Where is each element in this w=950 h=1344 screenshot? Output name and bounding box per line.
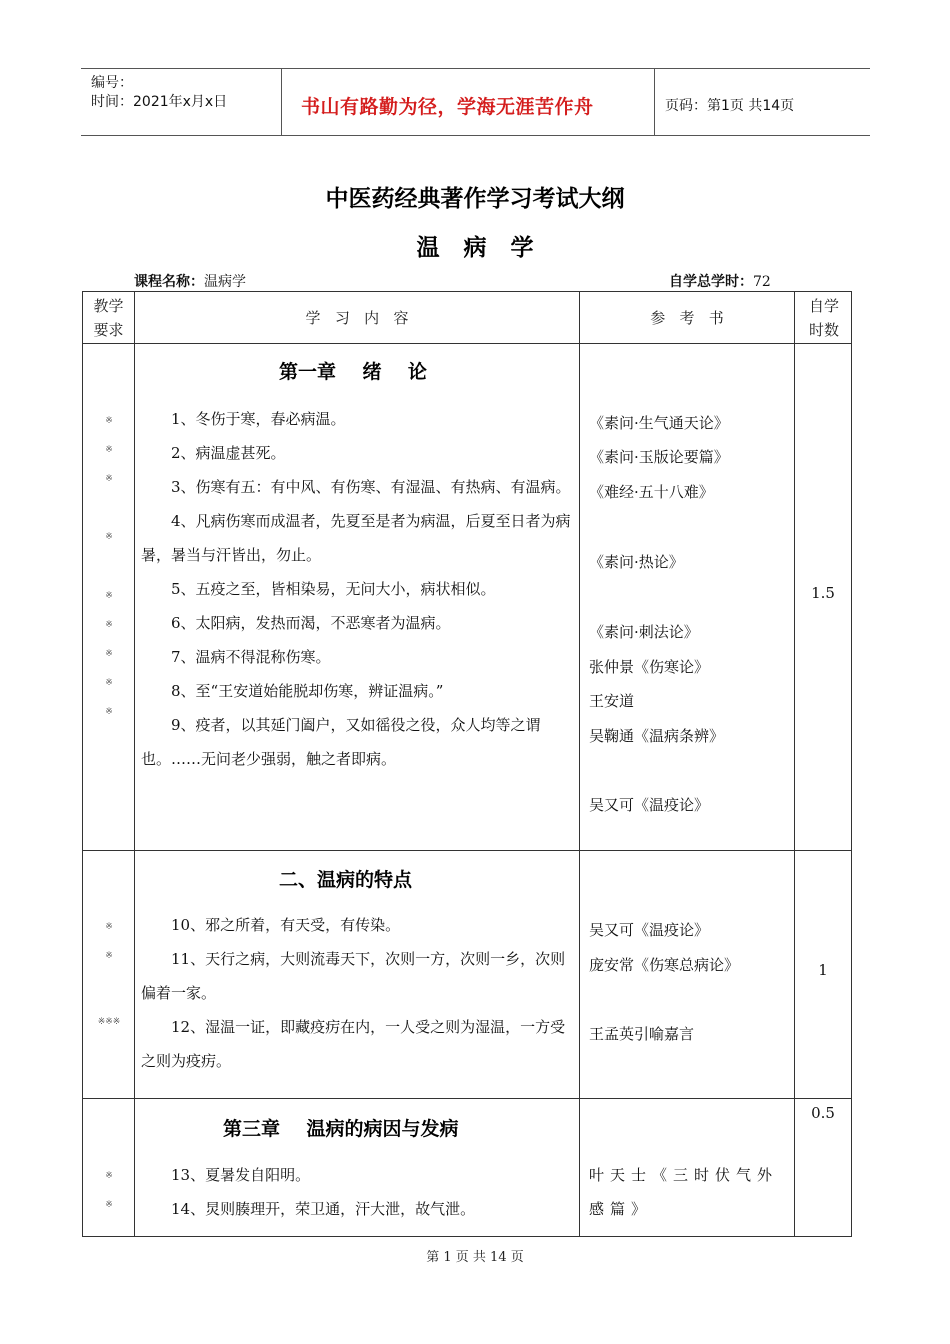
section-content [141, 1158, 571, 1226]
content-item: 5、五疫之至，皆相染易，无问大小，病状相似。 [171, 580, 496, 598]
page-title: 中医药经典著作学习考试大纲 [325, 186, 625, 212]
course-name [134, 271, 246, 291]
row-divider [83, 850, 851, 851]
col-divider [579, 292, 580, 1236]
syllabus-table [82, 291, 852, 1237]
requirement-mark: ※ [105, 532, 113, 542]
doc-time-label: 时间：2021年x月x日 [91, 94, 228, 110]
reference-item: 张仲景《伤寒论》 [589, 658, 710, 676]
reference-item: 吴又可《温疫论》 [589, 796, 710, 814]
reference-item: 王孟英引喻嘉言 [589, 1025, 695, 1043]
section-hours: 1 [818, 961, 828, 979]
requirement-mark: ※ [105, 951, 113, 961]
content-item: 10、邪之所着，有天受，有传染。 [171, 916, 401, 934]
reference-item: 王安道 [589, 692, 635, 710]
section-hours: 0.5 [811, 1104, 835, 1122]
content-item: 12、湿温一证，即藏疫疠在内，一人受之则为湿温，一方受之则为疫疠。 [141, 1018, 566, 1070]
section-title: 二、温病的特点 [279, 869, 413, 891]
section-content [141, 908, 571, 1078]
header-bottom-rule [81, 135, 870, 136]
section-title: 第三章 温病的病因与发病 [223, 1118, 459, 1140]
requirement-mark: ※ [105, 620, 113, 630]
reference-item: 《难经·五十八难》 [589, 483, 714, 501]
requirement-mark: ※ [105, 445, 113, 455]
requirement-mark: ※※※ [97, 1017, 121, 1027]
col-divider [134, 292, 135, 1236]
course-value: 温病学 [204, 274, 246, 290]
header-top-rule [81, 68, 870, 69]
content-item: 11、天行之病，大则流毒天下，次则一方，次则一乡，次则偏着一家。 [141, 950, 566, 1002]
section-content [141, 402, 571, 776]
content-item: 13、夏暑发自阳明。 [171, 1166, 311, 1184]
content-item: 14、炅则腠理开，荣卫通，汗大泄，故气泄。 [171, 1200, 476, 1218]
reference-item: 庞安常《伤寒总病论》 [589, 956, 740, 974]
section-title: 第一章 绪 论 [279, 361, 427, 383]
reference-item: 吴又可《温疫论》 [589, 921, 710, 939]
requirement-mark: ※ [105, 591, 113, 601]
page-subtitle: 温 病 学 [416, 235, 534, 261]
header-divider [281, 69, 282, 136]
header-content: 学 习 内 容 [305, 309, 409, 327]
requirement-mark: ※ [105, 649, 113, 659]
col-divider [794, 292, 795, 1236]
requirement-mark: ※ [105, 1171, 113, 1181]
course-label: 课程名称： [134, 274, 204, 290]
hours-label: 自学总学时： [669, 274, 753, 290]
header-motto: 书山有路勤为径，学海无涯苦作舟 [301, 96, 594, 118]
header-hours: 自学 时数 [808, 297, 839, 339]
content-item: 4、凡病伤寒而成温者，先夏至是者为病温，后夏至日者为病暑，暑当与汗皆出，勿止。 [141, 512, 571, 564]
reference-item: 《素问·玉版论要篇》 [589, 448, 729, 466]
requirement-mark: ※ [105, 1200, 113, 1210]
row-divider [83, 1098, 851, 1099]
requirement-mark: ※ [105, 922, 113, 932]
row-divider [83, 343, 851, 344]
header-page-info: 页码：第1页 共14页 [665, 98, 795, 114]
content-item: 6、太阳病，发热而渴，不恶寒者为温病。 [171, 614, 451, 632]
content-item: 3、伤寒有五：有中风、有伤寒、有湿温、有热病、有温病。 [171, 478, 571, 496]
reference-item: 叶天士《三时伏气外感篇》 [589, 1166, 779, 1218]
section-hours: 1.5 [811, 584, 835, 602]
reference-item: 《素问·刺法论》 [589, 623, 699, 641]
requirement-mark: ※ [105, 416, 113, 426]
total-hours [669, 271, 771, 291]
header-reference: 参 考 书 [650, 309, 724, 327]
content-item: 7、温病不得混称伤寒。 [171, 648, 331, 666]
content-item: 2、病温虚甚死。 [171, 444, 286, 462]
requirement-mark: ※ [105, 707, 113, 717]
header-requirement: 教学 要求 [93, 297, 124, 339]
header-divider [654, 69, 655, 136]
doc-number-label: 编号： [91, 75, 133, 91]
hours-value: 72 [753, 274, 771, 290]
content-item: 8、至“王安道始能脱却伤寒，辨证温病。” [171, 682, 444, 700]
page-footer: 第 1 页 共 14 页 [426, 1250, 524, 1265]
content-item: 9、疫者，以其延门阖户，又如徭役之役，众人均等之谓也。……无问老少强弱，触之者即病。 [141, 716, 541, 768]
reference-item: 吴鞠通《温病条辨》 [589, 727, 725, 745]
requirement-mark: ※ [105, 474, 113, 484]
reference-item: 《素问·生气通天论》 [589, 414, 729, 432]
reference-item: 《素问·热论》 [589, 553, 684, 571]
content-item: 1、冬伤于寒，春必病温。 [171, 410, 346, 428]
requirement-mark: ※ [105, 678, 113, 688]
